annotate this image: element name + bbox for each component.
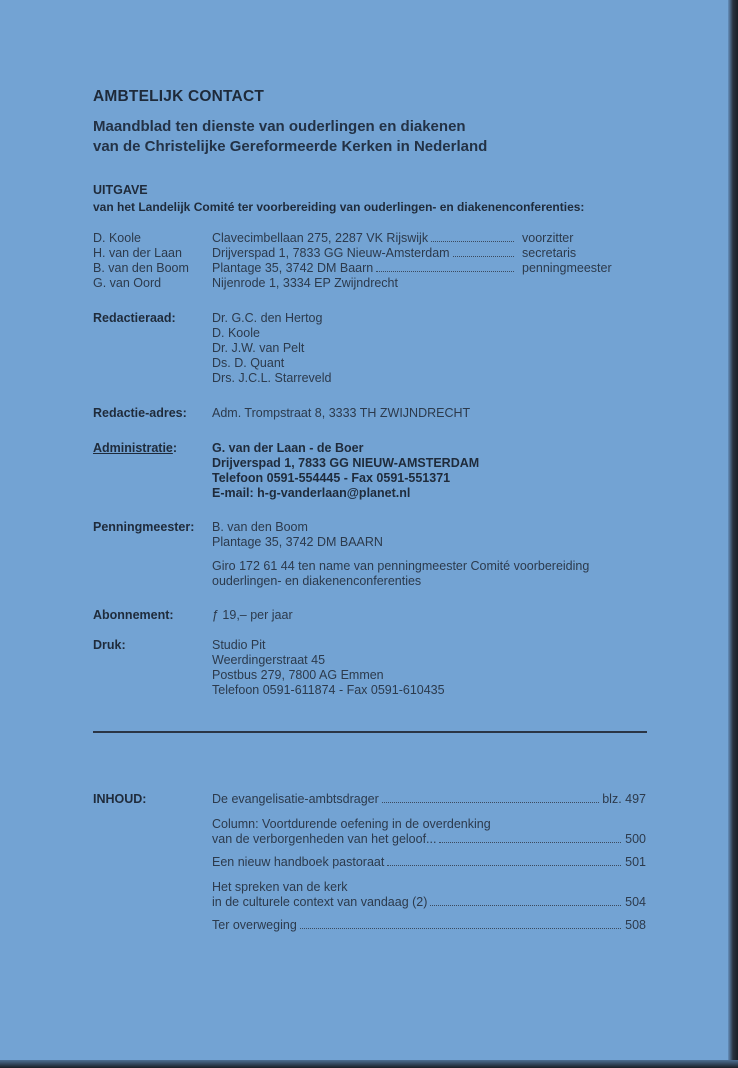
redactieraad-member: Drs. J.C.L. Starreveld [212,371,332,385]
committee-role: penningmeester [522,261,612,275]
toc-item[interactable]: Column: Voortdurende oefening in de overdenking van de verborgenheden van het geloof... 500 [212,817,646,846]
toc-item[interactable]: De evangelisatie-ambtsdrager blz. 497 [212,792,646,806]
committee-role: secretaris [522,246,577,260]
committee-address: Plantage 35, 3742 DM Baarn [212,261,517,276]
administratie-line: Telefoon 0591-554445 - Fax 0591-551371 [212,471,451,485]
toc-item[interactable]: Een nieuw handboek pastoraat 501 [212,855,646,869]
penningmeester-line: Plantage 35, 3742 DM BAARN [212,535,383,549]
toc-item[interactable]: Ter overweging 508 [212,918,646,932]
redactieraad-member: Dr. G.C. den Hertog [212,311,323,325]
committee-role: voorzitter [522,231,574,245]
druk-line: Telefoon 0591-611874 - Fax 0591-610435 [212,683,445,697]
druk-line: Postbus 279, 7800 AG Emmen [212,668,384,682]
druk-label: Druk: [93,638,126,652]
committee-name: B. van den Boom [93,261,189,275]
committee-address: Nijenrode 1, 3334 EP Zwijndrecht [212,276,398,290]
redactieraad-member: D. Koole [212,326,260,340]
publisher-label: UITGAVE [93,183,148,197]
penningmeester-line: B. van den Boom [212,520,308,534]
page-edge-bottom [0,1060,738,1068]
redactie-adres-value: Adm. Trompstraat 8, 3333 TH ZWIJNDRECHT [212,406,471,420]
committee-name: G. van Oord [93,276,162,290]
administratie-line: Drijverspad 1, 7833 GG NIEUW-AMSTERDAM [212,456,480,470]
toc-item[interactable]: Het spreken van de kerk in de culturele context van vandaag (2) 504 [212,880,646,909]
inhoud-label: INHOUD: [93,792,147,806]
redactieraad-member: Dr. J.W. van Pelt [212,341,305,355]
druk-line: Weerdingerstraat 45 [212,653,326,667]
magazine-subtitle-line2: van de Christelijke Gereformeerde Kerken in Nederland [93,138,488,155]
redactieraad-label: Redactieraad: [93,311,176,325]
redactie-adres-label: Redactie-adres: [93,406,187,420]
administratie-label: Administratie: [93,441,178,455]
giro-line2: ouderlingen- en diakenenconferenties [212,574,422,588]
committee-address: Clavecimbellaan 275, 2287 VK Rijswijk [212,231,517,246]
section-divider [93,731,647,733]
administratie-line: G. van der Laan - de Boer [212,441,364,455]
penningmeester-label: Penningmeester: [93,520,195,534]
publisher-text: van het Landelijk Comité ter voorbereiding van ouderlingen- en diakenenconferenties: [93,200,585,214]
abonnement-label: Abonnement: [93,608,174,622]
abonnement-value: ƒ 19,– per jaar [212,608,293,622]
giro-line1: Giro 172 61 44 ten name van penningmeester Comité voorbereiding [212,559,590,573]
magazine-subtitle-line1: Maandblad ten dienste van ouderlingen en diakenen [93,118,466,135]
administratie-email: E-mail: h-g-vanderlaan@planet.nl [212,486,411,500]
committee-name: H. van der Laan [93,246,182,260]
committee-name: D. Koole [93,231,141,245]
page-edge-right [728,0,738,1068]
committee-address: Drijverspad 1, 7833 GG Nieuw-Amsterdam [212,246,517,261]
redactieraad-member: Ds. D. Quant [212,356,285,370]
druk-line: Studio Pit [212,638,266,652]
magazine-title: AMBTELIJK CONTACT [93,88,265,105]
